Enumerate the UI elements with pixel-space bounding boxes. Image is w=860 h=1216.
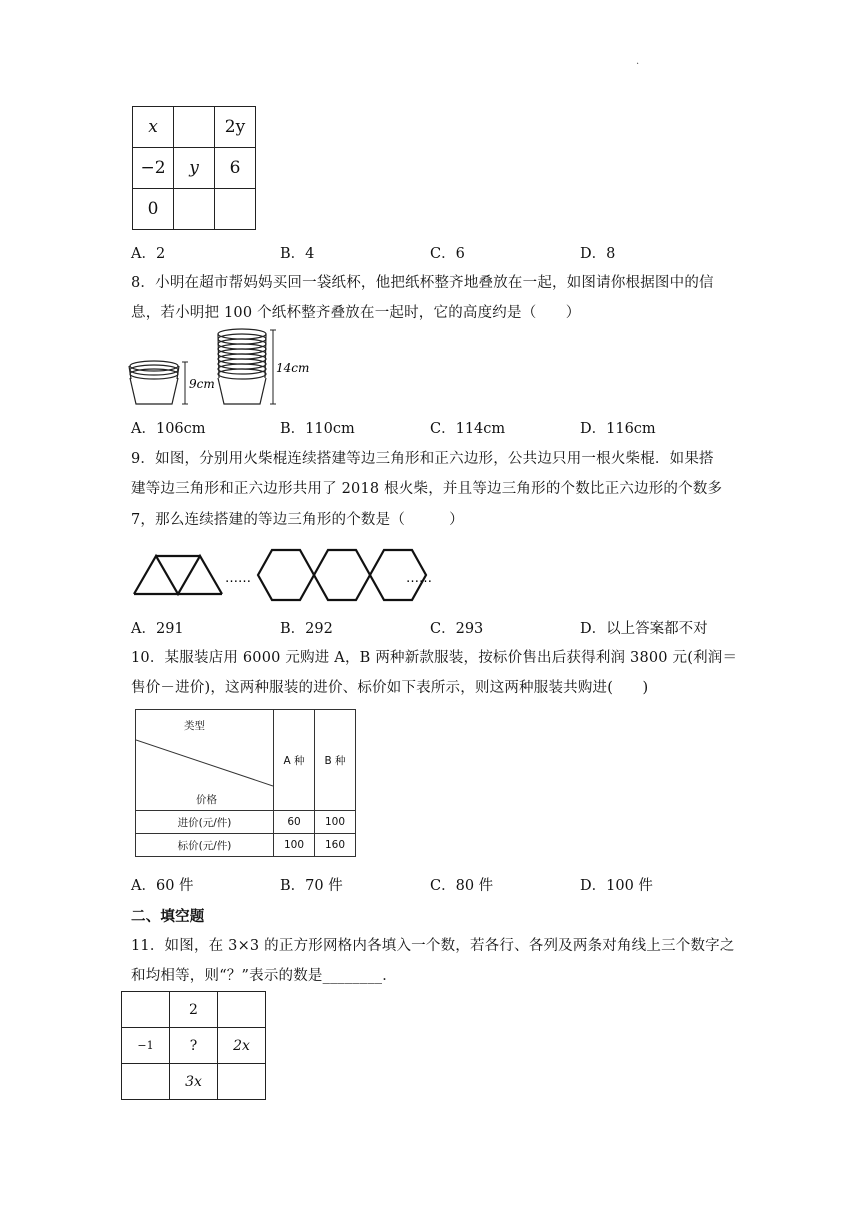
grid-cell: 3x bbox=[170, 1064, 218, 1100]
table-row bbox=[133, 189, 256, 230]
cell-cost-a: 60 bbox=[274, 811, 315, 834]
q8-option-d[interactable]: D．116cm bbox=[580, 421, 656, 437]
table-row bbox=[122, 992, 266, 1028]
q7-option-a[interactable]: A．2 bbox=[131, 246, 166, 262]
q11-text-line1: 11．如图，在 3×3 的正方形网格内各填入一个数，若各行、各列及两条对角线上三个数字之 bbox=[131, 938, 735, 954]
grid-cell: 2y bbox=[215, 107, 256, 148]
grid-cell: 6 bbox=[215, 148, 256, 189]
paper-cups-figure bbox=[126, 326, 316, 410]
q11-grid bbox=[121, 991, 266, 1100]
grid-cell: −1 bbox=[122, 1028, 170, 1064]
q7-option-c[interactable]: C．6 bbox=[430, 246, 465, 262]
q8-option-a[interactable]: A．106cm bbox=[131, 421, 206, 437]
q9-text-line2: 建等边三角形和正六边形共用了 2018 根火柴，并且等边三角形的个数比正六边形的个数多 bbox=[131, 481, 723, 497]
q9-option-a[interactable]: A．291 bbox=[131, 621, 184, 637]
matchstick-figure bbox=[130, 542, 450, 612]
q9-option-b[interactable]: B．292 bbox=[280, 621, 333, 637]
row-label-list: 标价(元/件) bbox=[136, 834, 274, 857]
grid-cell bbox=[122, 1064, 170, 1100]
ellipsis-hexagons: …… bbox=[406, 571, 432, 586]
table-row bbox=[133, 107, 256, 148]
q9-text-line1: 9．如图，分别用火柴棍连续搭建等边三角形和正六边形，公共边只用一根火柴棍．如果搭 bbox=[131, 451, 714, 467]
cell-list-a: 100 bbox=[274, 834, 315, 857]
grid-cell: 0 bbox=[133, 189, 174, 230]
grid-cell: 2x bbox=[218, 1028, 266, 1064]
diagonal-header-cell bbox=[136, 710, 274, 811]
q8-option-b[interactable]: B．110cm bbox=[280, 421, 355, 437]
grid-cell bbox=[218, 992, 266, 1028]
table-row bbox=[136, 834, 356, 857]
q10-text-line2: 售价－进价)，这两种服装的进价、标价如下表所示，则这两种服装共购进( ) bbox=[131, 680, 649, 696]
section-title: 二、填空题 bbox=[131, 909, 205, 925]
q9-text-line3: 7，那么连续搭建的等边三角形的个数是（ ） bbox=[131, 512, 464, 528]
col-header-a: A 种 bbox=[274, 710, 315, 811]
grid-cell: −2 bbox=[133, 148, 174, 189]
q8-option-c[interactable]: C．114cm bbox=[430, 421, 506, 437]
cell-cost-b: 100 bbox=[315, 811, 356, 834]
grid-cell bbox=[215, 189, 256, 230]
col-header-b: B 种 bbox=[315, 710, 356, 811]
grid-cell bbox=[218, 1064, 266, 1100]
large-cup-stack bbox=[218, 329, 266, 404]
small-cup-stack bbox=[129, 361, 179, 404]
row-label-cost: 进价(元/件) bbox=[136, 811, 274, 834]
header-price-label: 价格 bbox=[196, 794, 217, 806]
q7-option-b[interactable]: B．4 bbox=[280, 246, 315, 262]
ellipsis-triangles: …… bbox=[225, 571, 251, 586]
q7-grid bbox=[132, 106, 256, 230]
triangles-shape bbox=[134, 556, 222, 594]
table-row bbox=[122, 1064, 266, 1100]
grid-cell bbox=[174, 107, 215, 148]
q10-option-d[interactable]: D．100 件 bbox=[580, 878, 653, 894]
header-type-label: 类型 bbox=[184, 720, 205, 732]
q10-option-b[interactable]: B．70 件 bbox=[280, 878, 343, 894]
grid-cell bbox=[174, 189, 215, 230]
q10-option-a[interactable]: A．60 件 bbox=[131, 878, 194, 894]
grid-cell: y bbox=[174, 148, 215, 189]
q9-option-d[interactable]: D．以上答案都不对 bbox=[580, 621, 708, 637]
table-row bbox=[136, 811, 356, 834]
price-table bbox=[135, 709, 356, 857]
large-stack-label: 14cm bbox=[276, 361, 310, 375]
q9-option-c[interactable]: C．293 bbox=[430, 621, 484, 637]
grid-cell: ? bbox=[170, 1028, 218, 1064]
grid-cell: x bbox=[133, 107, 174, 148]
grid-cell bbox=[122, 992, 170, 1028]
header-mark: . bbox=[636, 56, 640, 67]
q10-option-c[interactable]: C．80 件 bbox=[430, 878, 494, 894]
grid-cell: 2 bbox=[170, 992, 218, 1028]
hexagons-shape bbox=[258, 550, 426, 600]
q8-text-line2: 息，若小明把 100 个纸杯整齐叠放在一起时，它的高度约是（ ） bbox=[131, 305, 581, 321]
q8-text-line1: 8．小明在超市帮妈妈买回一袋纸杯，他把纸杯整齐地叠放在一起，如图请你根据图中的信 bbox=[131, 275, 714, 291]
table-row bbox=[122, 1028, 266, 1064]
cell-list-b: 160 bbox=[315, 834, 356, 857]
table-row bbox=[133, 148, 256, 189]
small-stack-label: 9cm bbox=[189, 377, 215, 391]
table-row bbox=[136, 710, 356, 811]
q10-text-line1: 10．某服装店用 6000 元购进 A，B 两种新款服装，按标价售出后获得利润 3800 元(利润＝ bbox=[131, 650, 738, 666]
q7-option-d[interactable]: D．8 bbox=[580, 246, 616, 262]
q11-text-line2: 和均相等，则“？”表示的数是________． bbox=[131, 968, 397, 984]
